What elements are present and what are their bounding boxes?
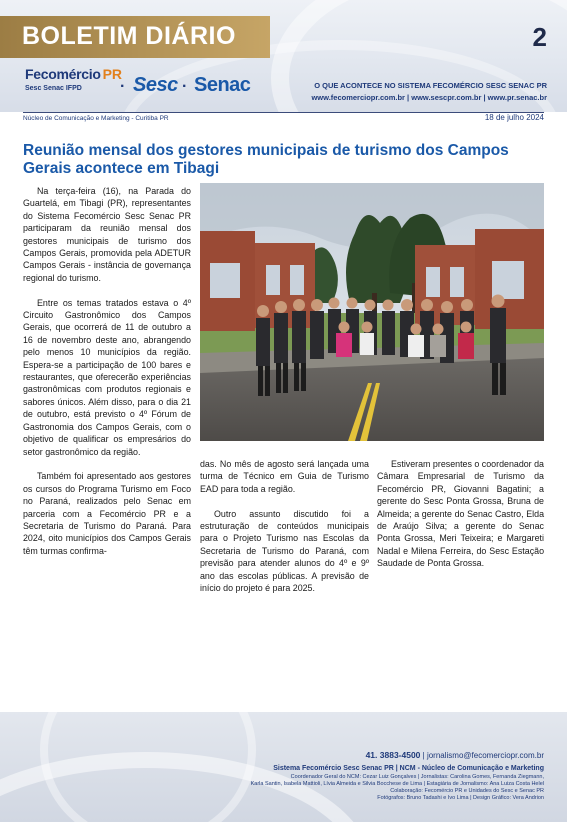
page-number: 2 — [532, 22, 547, 52]
footer-credits: Coordenador Geral do NCM: Cezar Luiz Gonçalves | Jornalistas: Carolina Gomes, Fernanda Ziegmann, — [290, 774, 544, 780]
logo-separator: · — [182, 78, 188, 95]
issue-date: 18 de julho 2024 — [484, 113, 544, 122]
article-paragraph: Também foi apresentado aos gestores os cursos do Programa Turismo em Foco no Paraná, realizados pelo Senac em parceria com a Fecomércio PR e a Secretaria de Turismo do Paraná. Para 2024, oito municípios dos Campos Gerais têm turmas confirma- — [23, 471, 191, 556]
article-headline: Reunião mensal dos gestores municipais de turismo dos Campos Gerais acontece em Tibagi — [23, 142, 509, 177]
logo-separator: · — [120, 78, 126, 95]
article-column-3 — [377, 458, 544, 582]
article-paragraph: Outro assunto discutido foi a estruturação de conteúdos municipais para o Projeto Turismo nas Escolas da Secretaria de Turismo do Paraná, com previsão para atender alunos do 4º e 9º ano das escolas públicas. A previsão de início do projeto é para 2025. — [200, 508, 369, 594]
footer-contact — [366, 750, 544, 760]
article-column-2 — [200, 458, 369, 607]
footer-org: Sistema Fecomércio Sesc Senac PR | NCM - Núcleo de Comunicação e Marketing — [273, 765, 544, 772]
article-paragraph: das. No mês de agosto será lançada uma turma de Técnico em Guia de Turismo EAD para toda a região. — [200, 459, 369, 494]
article-paragraph: Entre os temas tratados estava o 4º Circuito Gastronômico dos Campos Gerais, que ocorrerá de 11 de outubro a 16 de novembro deste ano, abrangendo pelo menos 10 municípios da região. Espera-se a participação de 100 bares e restaurantes, que oferecerão experiências gastronômicas com produtos regionais e sabores únicos. Além disso, para o dia 21 de outubro, está previsto o 4º Fórum de Gastronomia dos Campos Gerais, com o objetivo de qualificar os empresários do setor gastronômico da região. — [23, 297, 191, 457]
sesc-logo: Sesc — [133, 74, 178, 96]
fecomercio-logo-sub: Sesc Senac IFPD — [25, 85, 82, 92]
article-paragraph: Estiveram presentes o coordenador da Câmara Empresarial de Turismo da Fecomércio PR, Giovanni Bagatini; a gerente do Sesc Ponta Grossa, Bruna de Almeida; a gerente do Senac Castro, Elda de Araújo Silva; a gerente do Senac Ponta Grossa, Meri Teixeira; e Margareti Nadal e Milena Ferreira, do Sesc Estação Saudade de Ponta Grossa. — [377, 459, 544, 569]
footer-credits: Karla Santin, Isabela Mattioli, Lívia Almeida e Silvia Bocchese de Lima | Estagiária de Jornalismo: Ana Luiza Costa Helel — [250, 781, 544, 787]
footer-email[interactable]: jornalismo@fecomerciopr.com.br — [426, 751, 544, 760]
article-column-1 — [23, 185, 191, 570]
header-urls[interactable]: www.fecomerciopr.com.br | www.sescpr.com.br | www.pr.senac.br — [311, 93, 547, 102]
bulletin-title: BOLETIM DIÁRIO — [22, 22, 236, 50]
fecomercio-logo-text: Fecomércio — [25, 66, 101, 82]
department-label: Núcleo de Comunicação e Marketing - Curitiba PR — [23, 115, 169, 122]
group-photo-image — [200, 183, 544, 441]
header-tagline: O QUE ACONTECE NO SISTEMA FECOMÉRCIO SESC SENAC PR — [314, 81, 547, 90]
footer-separator: | — [422, 751, 427, 760]
fecomercio-logo — [25, 66, 122, 92]
group-photo — [200, 183, 544, 441]
header-divider — [23, 112, 544, 113]
senac-logo: Senac — [194, 74, 251, 96]
footer-credits: Colaboração: Fecomércio PR e Unidades do Sesc e Senac PR — [390, 788, 544, 794]
footer-decoration — [40, 712, 256, 822]
footer-phone: 41. 3883-4500 — [365, 750, 421, 760]
fecomercio-logo-pr: PR — [102, 66, 123, 82]
footer-credits: Fotógrafos: Bruno Tadashi e Ivo Lima | Design Gráfico: Vera Andrion — [377, 795, 544, 801]
article-paragraph: Na terça-feira (16), na Parada do Guartelá, em Tibagi (PR), representantes do Sistema Fecomércio Sesc Senac PR participaram da reunião mensal dos gestores municipais de turismo dos Campos Gerais, promovida pela ADETUR Campos Gerais - instância de governança regional do turismo. — [23, 186, 191, 283]
